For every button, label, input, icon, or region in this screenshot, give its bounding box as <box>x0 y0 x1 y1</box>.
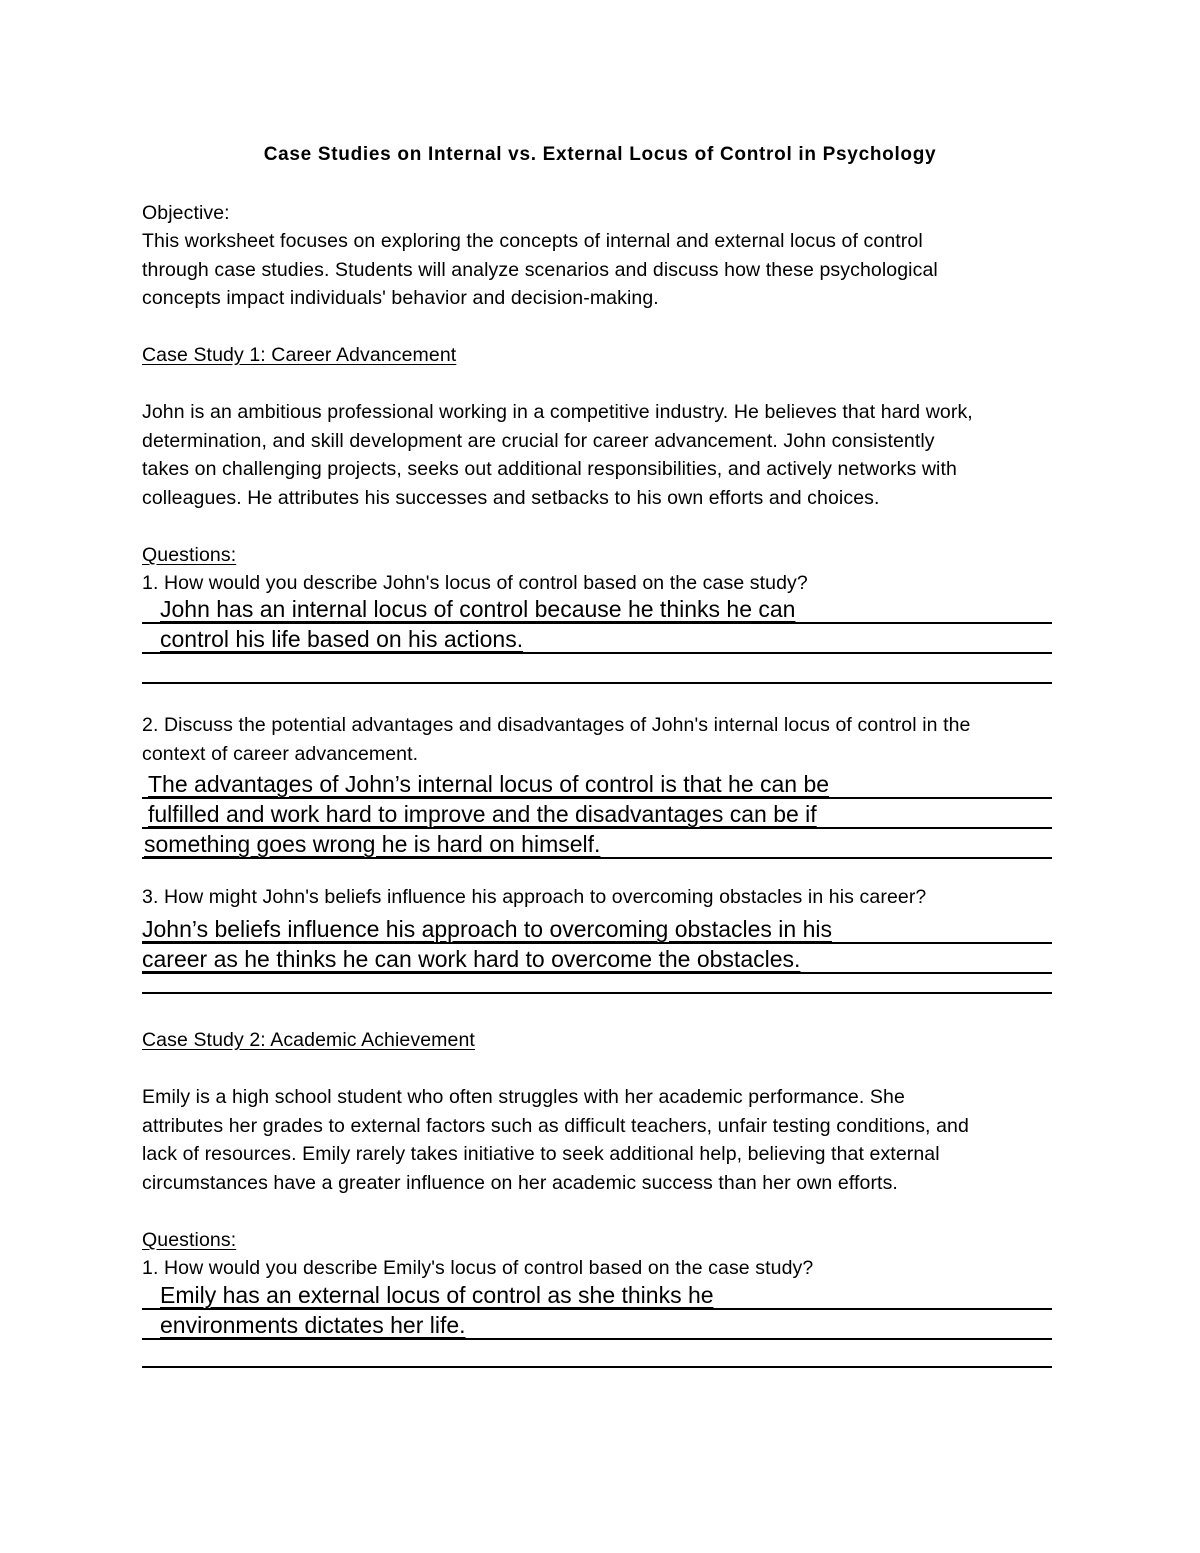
objective-line: This worksheet focuses on exploring the concepts of internal and external locus of control <box>142 230 923 252</box>
answer-line[interactable] <box>142 797 1052 829</box>
answer-text: career as he thinks he can work hard to overcome the obstacles. <box>142 946 801 972</box>
objective-label: Objective: <box>142 202 230 224</box>
answer-text: John’s beliefs influence his approach to overcoming obstacles in his <box>142 916 832 942</box>
answer-line[interactable] <box>142 652 1052 684</box>
answer-text: something goes wrong he is hard on himself. <box>144 831 601 857</box>
answer-text: John has an internal locus of control because he thinks he can <box>160 596 796 622</box>
case-study-1-body-line: determination, and skill development are crucial for career advancement. John consistently <box>142 430 935 452</box>
answer-line[interactable] <box>142 767 1052 799</box>
answer-text: fulfilled and work hard to improve and the disadvantages can be if <box>148 801 817 827</box>
answer-line[interactable] <box>142 1336 1052 1368</box>
answer-line[interactable] <box>142 592 1052 624</box>
answer-text: control his life based on his actions. <box>160 626 524 652</box>
answer-line[interactable] <box>142 827 1052 859</box>
answer-line[interactable] <box>142 1278 1052 1310</box>
answer-line[interactable] <box>142 622 1052 654</box>
case-study-2-heading: Case Study 2: Academic Achievement <box>142 1029 475 1051</box>
answer-text: Emily has an external locus of control as she thinks he <box>160 1282 714 1308</box>
question-1: 1. How would you describe Emily's locus of control based on the case study? <box>142 1257 814 1279</box>
case-study-1-body-line: John is an ambitious professional working in a competitive industry. He believes that hard work, <box>142 401 973 423</box>
questions-label: Questions: <box>142 1229 237 1251</box>
answer-text: The advantages of John’s internal locus of control is that he can be <box>148 771 830 797</box>
question-1: 1. How would you describe John's locus of control based on the case study? <box>142 572 808 594</box>
case-study-1-heading: Case Study 1: Career Advancement <box>142 344 457 366</box>
answer-line[interactable] <box>142 912 1052 944</box>
case-study-2-body-line: lack of resources. Emily rarely takes initiative to seek additional help, believing that external <box>142 1143 940 1165</box>
page-title: Case Studies on Internal vs. External Locus of Control in Psychology <box>263 144 937 165</box>
answer-line[interactable] <box>142 962 1052 994</box>
objective-line: concepts impact individuals' behavior and decision-making. <box>142 287 659 309</box>
question-3: 3. How might John's beliefs influence his approach to overcoming obstacles in his career? <box>142 886 927 908</box>
question-2: 2. Discuss the potential advantages and disadvantages of John's internal locus of control in the <box>142 714 971 736</box>
case-study-2-body-line: circumstances have a greater influence on her academic success than her own efforts. <box>142 1172 898 1194</box>
questions-label: Questions: <box>142 544 237 566</box>
case-study-1-body-line: takes on challenging projects, seeks out additional responsibilities, and actively networks with <box>142 458 957 480</box>
case-study-2-body-line: Emily is a high school student who often struggles with her academic performance. She <box>142 1086 905 1108</box>
case-study-1-body-line: colleagues. He attributes his successes and setbacks to his own efforts and choices. <box>142 487 880 509</box>
objective-line: through case studies. Students will analyze scenarios and discuss how these psychological <box>142 259 938 281</box>
case-study-2-body-line: attributes her grades to external factors such as difficult teachers, unfair testing conditions, and <box>142 1115 969 1137</box>
question-2: context of career advancement. <box>142 743 419 765</box>
answer-text: environments dictates her life. <box>160 1312 466 1338</box>
